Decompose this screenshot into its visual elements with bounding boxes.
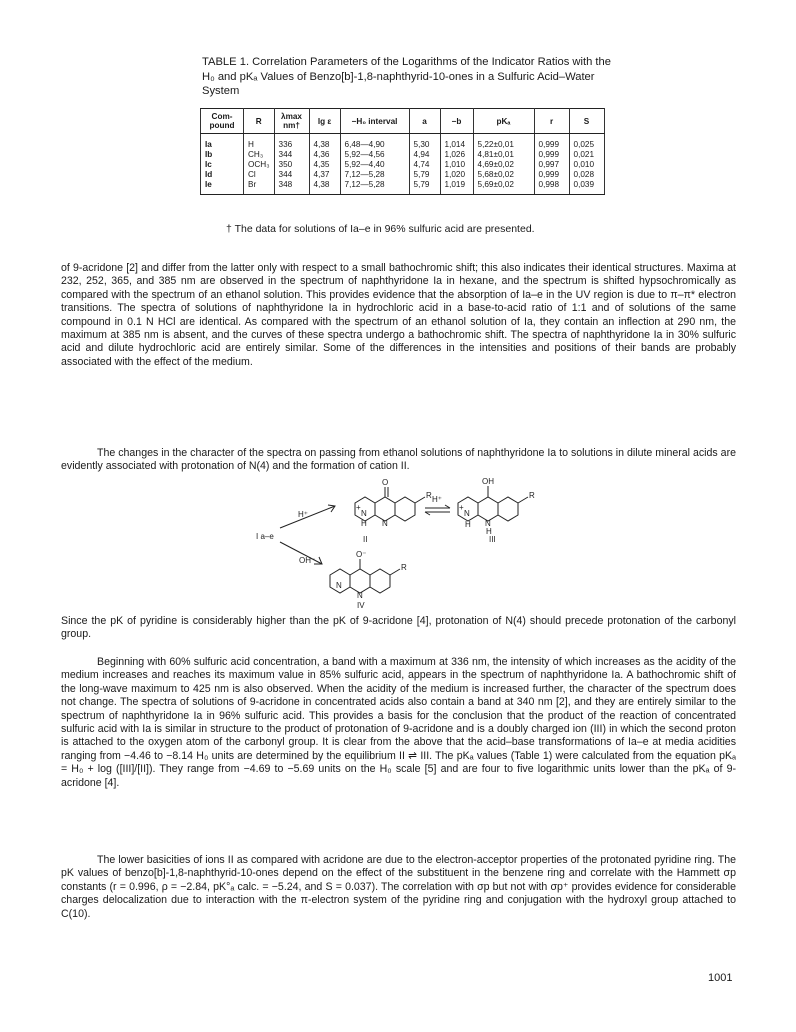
table-cell: 1,020 bbox=[440, 170, 473, 180]
header-cell: −H₀ interval bbox=[340, 109, 409, 134]
table-caption: TABLE 1. Correlation Parameters of the Logarithms of the Indicator Ratios with the H₀ and pKₐ Values of Benzo[b]-1,8-naphthyrid-10-ones in a Sulfuric Acid–Water System bbox=[202, 56, 611, 97]
header-cell: λmax nm† bbox=[274, 109, 309, 134]
scheme-label: OH⁻ bbox=[299, 556, 316, 565]
scheme-label: R bbox=[426, 491, 432, 500]
table-cell: 4,35 bbox=[309, 160, 340, 170]
table-row bbox=[201, 160, 605, 170]
table-cell: Ia bbox=[201, 134, 244, 151]
table-cell: 0,021 bbox=[569, 150, 604, 160]
scheme-label: IV bbox=[357, 601, 365, 610]
table-row bbox=[201, 170, 605, 180]
table-cell: 1,026 bbox=[440, 150, 473, 160]
table-cell: 5,79 bbox=[409, 180, 440, 195]
table-cell: 0,028 bbox=[569, 170, 604, 180]
table-cell: 350 bbox=[274, 160, 309, 170]
scheme-label: O⁻ bbox=[356, 550, 367, 559]
table-cell: 5,68±0,02 bbox=[473, 170, 534, 180]
scheme-label: N bbox=[361, 509, 367, 518]
scheme-label: R bbox=[401, 563, 407, 572]
table-cell: 5,92—4,56 bbox=[340, 150, 409, 160]
table-row bbox=[201, 150, 605, 160]
table-cell: 7,12—5,28 bbox=[340, 170, 409, 180]
table-footnote: † The data for solutions of Ia–e in 96% sulfuric acid are presented. bbox=[226, 223, 535, 235]
header-cell: lg ε bbox=[309, 109, 340, 134]
table-cell: 0,999 bbox=[534, 150, 569, 160]
paragraph: Since the pK of pyridine is considerably higher than the pK of 9-acridone [4], protonation of N(4) should precede protonation of the carbonyl group. bbox=[61, 615, 736, 641]
table-cell: 4,38 bbox=[309, 180, 340, 195]
scheme-label: + bbox=[356, 503, 361, 512]
table-row bbox=[201, 180, 605, 195]
table-cell: Cl bbox=[244, 170, 275, 180]
scheme-label: II bbox=[363, 535, 368, 544]
table-cell: Ib bbox=[201, 150, 244, 160]
table-cell: CH₃ bbox=[244, 150, 275, 160]
table-cell: 4,38 bbox=[309, 134, 340, 151]
data-table bbox=[200, 108, 605, 195]
table-cell: 1,019 bbox=[440, 180, 473, 195]
table-cell: 4,37 bbox=[309, 170, 340, 180]
paragraph: The changes in the character of the spectra on passing from ethanol solutions of naphthyridone Ia to solutions in dilute mineral acids are evidently associated with protonation of N(4) and the formation of cation II. bbox=[61, 447, 736, 473]
table-row bbox=[201, 134, 605, 151]
table-cell: 4,36 bbox=[309, 150, 340, 160]
page-number: 1001 bbox=[708, 972, 733, 984]
scheme-label: N bbox=[382, 519, 388, 528]
table-cell: 0,010 bbox=[569, 160, 604, 170]
scheme-label: N bbox=[485, 519, 491, 528]
header-cell: −b bbox=[440, 109, 473, 134]
scheme-label: H bbox=[465, 520, 471, 529]
scheme-label: O bbox=[382, 478, 389, 487]
table-cell: 5,69±0,02 bbox=[473, 180, 534, 195]
table-cell: 0,999 bbox=[534, 134, 569, 151]
table-cell: OCH₃ bbox=[244, 160, 275, 170]
table-cell: Br bbox=[244, 180, 275, 195]
table-cell: Id bbox=[201, 170, 244, 180]
table-cell: 7,12—5,28 bbox=[340, 180, 409, 195]
table-cell: Ie bbox=[201, 180, 244, 195]
header-cell: R bbox=[244, 109, 275, 134]
table-cell: 4,69±0,02 bbox=[473, 160, 534, 170]
scheme-label: R bbox=[529, 491, 535, 500]
table-cell: 5,79 bbox=[409, 170, 440, 180]
table-cell: 0,039 bbox=[569, 180, 604, 195]
table-cell: 348 bbox=[274, 180, 309, 195]
table-cell: 1,010 bbox=[440, 160, 473, 170]
table-cell: 5,30 bbox=[409, 134, 440, 151]
table-cell: 5,92—4,40 bbox=[340, 160, 409, 170]
header-cell: pKₐ bbox=[473, 109, 534, 134]
header-cell: S bbox=[569, 109, 604, 134]
header-cell: a bbox=[409, 109, 440, 134]
scheme-label: H bbox=[361, 519, 367, 528]
scheme-label: N bbox=[336, 581, 342, 590]
table-cell: 0,997 bbox=[534, 160, 569, 170]
table-cell: 0,025 bbox=[569, 134, 604, 151]
table-cell: 0,999 bbox=[534, 170, 569, 180]
table-cell: 344 bbox=[274, 150, 309, 160]
table-cell: Ic bbox=[201, 160, 244, 170]
header-cell: Com-pound bbox=[201, 109, 244, 134]
table-cell: 344 bbox=[274, 170, 309, 180]
paragraph: Beginning with 60% sulfuric acid concentration, a band with a maximum at 336 nm, the intensity of which increases as the acidity of the medium increases and reaches its maximum value in 85% sulfuric acid, appears in the spectrum of naphthyridone Ia. A bathochromic shift of the long-wave maximum to 425 nm is also observed. When the acidity of the medium is increased further, the character of the spectrum does not change. The spectra of solutions of 9-acridone in concentrated acids also contain a band at 340 nm [2], and they are entirely similar to the spectrum of naphthyridone Ia in 96% sulfuric acid. This provides a basis for the conclusion that the product of the reaction of concentrated sulfuric acid with Ia is similar in structure to the product of protonation of 9-acridone and is a doubly charged ion (III) in which the second proton is attached to the oxygen atom of the carbonyl group. It is clear from the above that the acid–base transformations of Ia–e at media acidities ranging from −4.46 to −8.14 H₀ units are determined by the equilibrium II ⇌ III. The pKₐ values (Table 1) were calculated from the equation pKₐ = H₀ + log ([III]/[II]). They range from −4.69 to −5.69 units on the H₀ scale [5] and are four to five logarithmic units lower than the pKₐ of 9-acridone [4]. bbox=[61, 656, 736, 789]
scheme-label: + bbox=[459, 503, 464, 512]
paragraph: of 9-acridone [2] and differ from the latter only with respect to a small bathochromic shift; this also indicates their identical structures. Maxima at 232, 252, 365, and 385 nm are observed in the spectrum of naphthyridone Ia in hexane, and the spectrum is shifted hypsochromically as compared with the spectrum of an ethanol solution. This provides evidence that the absorption of Ia–e in the UV region is due to π–π* electron transitions. The spectra of solutions of naphthyridone Ia in hydrochloric acid in a base-to-acid ratio of 1:1 and of solutions of the same compound in 0.1 N HCl are identical. As compared with the spectrum of an ethanol solution of Ia, they contain an inflection at 290 nm, the maximum at 385 nm is absent, and the curves of these spectra undergo a bathochromic shift. The spectra of naphthyridone Ia in 30% sulfuric acid and dilute hydrochloric acid are entirely similar. Some of the differences in the intensities and positions of their bands are probably associated with the effect of the medium. bbox=[61, 262, 736, 368]
table-cell: 6,48—4,90 bbox=[340, 134, 409, 151]
scheme-label: III bbox=[489, 535, 496, 544]
header-cell: r bbox=[534, 109, 569, 134]
table-cell: 0,998 bbox=[534, 180, 569, 195]
scheme-label: N bbox=[464, 509, 470, 518]
scheme-label: H bbox=[486, 527, 492, 536]
paragraph: The lower basicities of ions II as compared with acridone are due to the electron-acceptor properties of the protonated pyridine ring. The pK values of benzo[b]-1,8-naphthyrid-10-ones depend on the effect of the substituent in the benzene ring and correlate with the Hammett σp constants (r = 0.996, ρ = −2.84, pK°ₐ calc. = −5.24, and S = 0.037). The correlation with σp but not with σp⁺ provides evidence for considerable charges delocalization due to interaction with the π-electron system of the pyridine ring and conjugation with the hydroxyl group attached to C(10). bbox=[61, 854, 736, 920]
scheme-label: I a–e bbox=[256, 532, 274, 541]
table-cell: 1,014 bbox=[440, 134, 473, 151]
scheme-label: N bbox=[357, 591, 363, 600]
scheme-label: H⁺ bbox=[432, 495, 442, 504]
scheme-label: H⁺ bbox=[298, 510, 308, 519]
table-cell: H bbox=[244, 134, 275, 151]
table-cell: 4,94 bbox=[409, 150, 440, 160]
scheme-label: OH bbox=[482, 477, 494, 486]
table-header-row bbox=[201, 109, 605, 134]
table-cell: 4,81±0,01 bbox=[473, 150, 534, 160]
reaction-scheme bbox=[0, 468, 796, 613]
table-cell: 336 bbox=[274, 134, 309, 151]
table-cell: 5,22±0,01 bbox=[473, 134, 534, 151]
table-cell: 4,74 bbox=[409, 160, 440, 170]
